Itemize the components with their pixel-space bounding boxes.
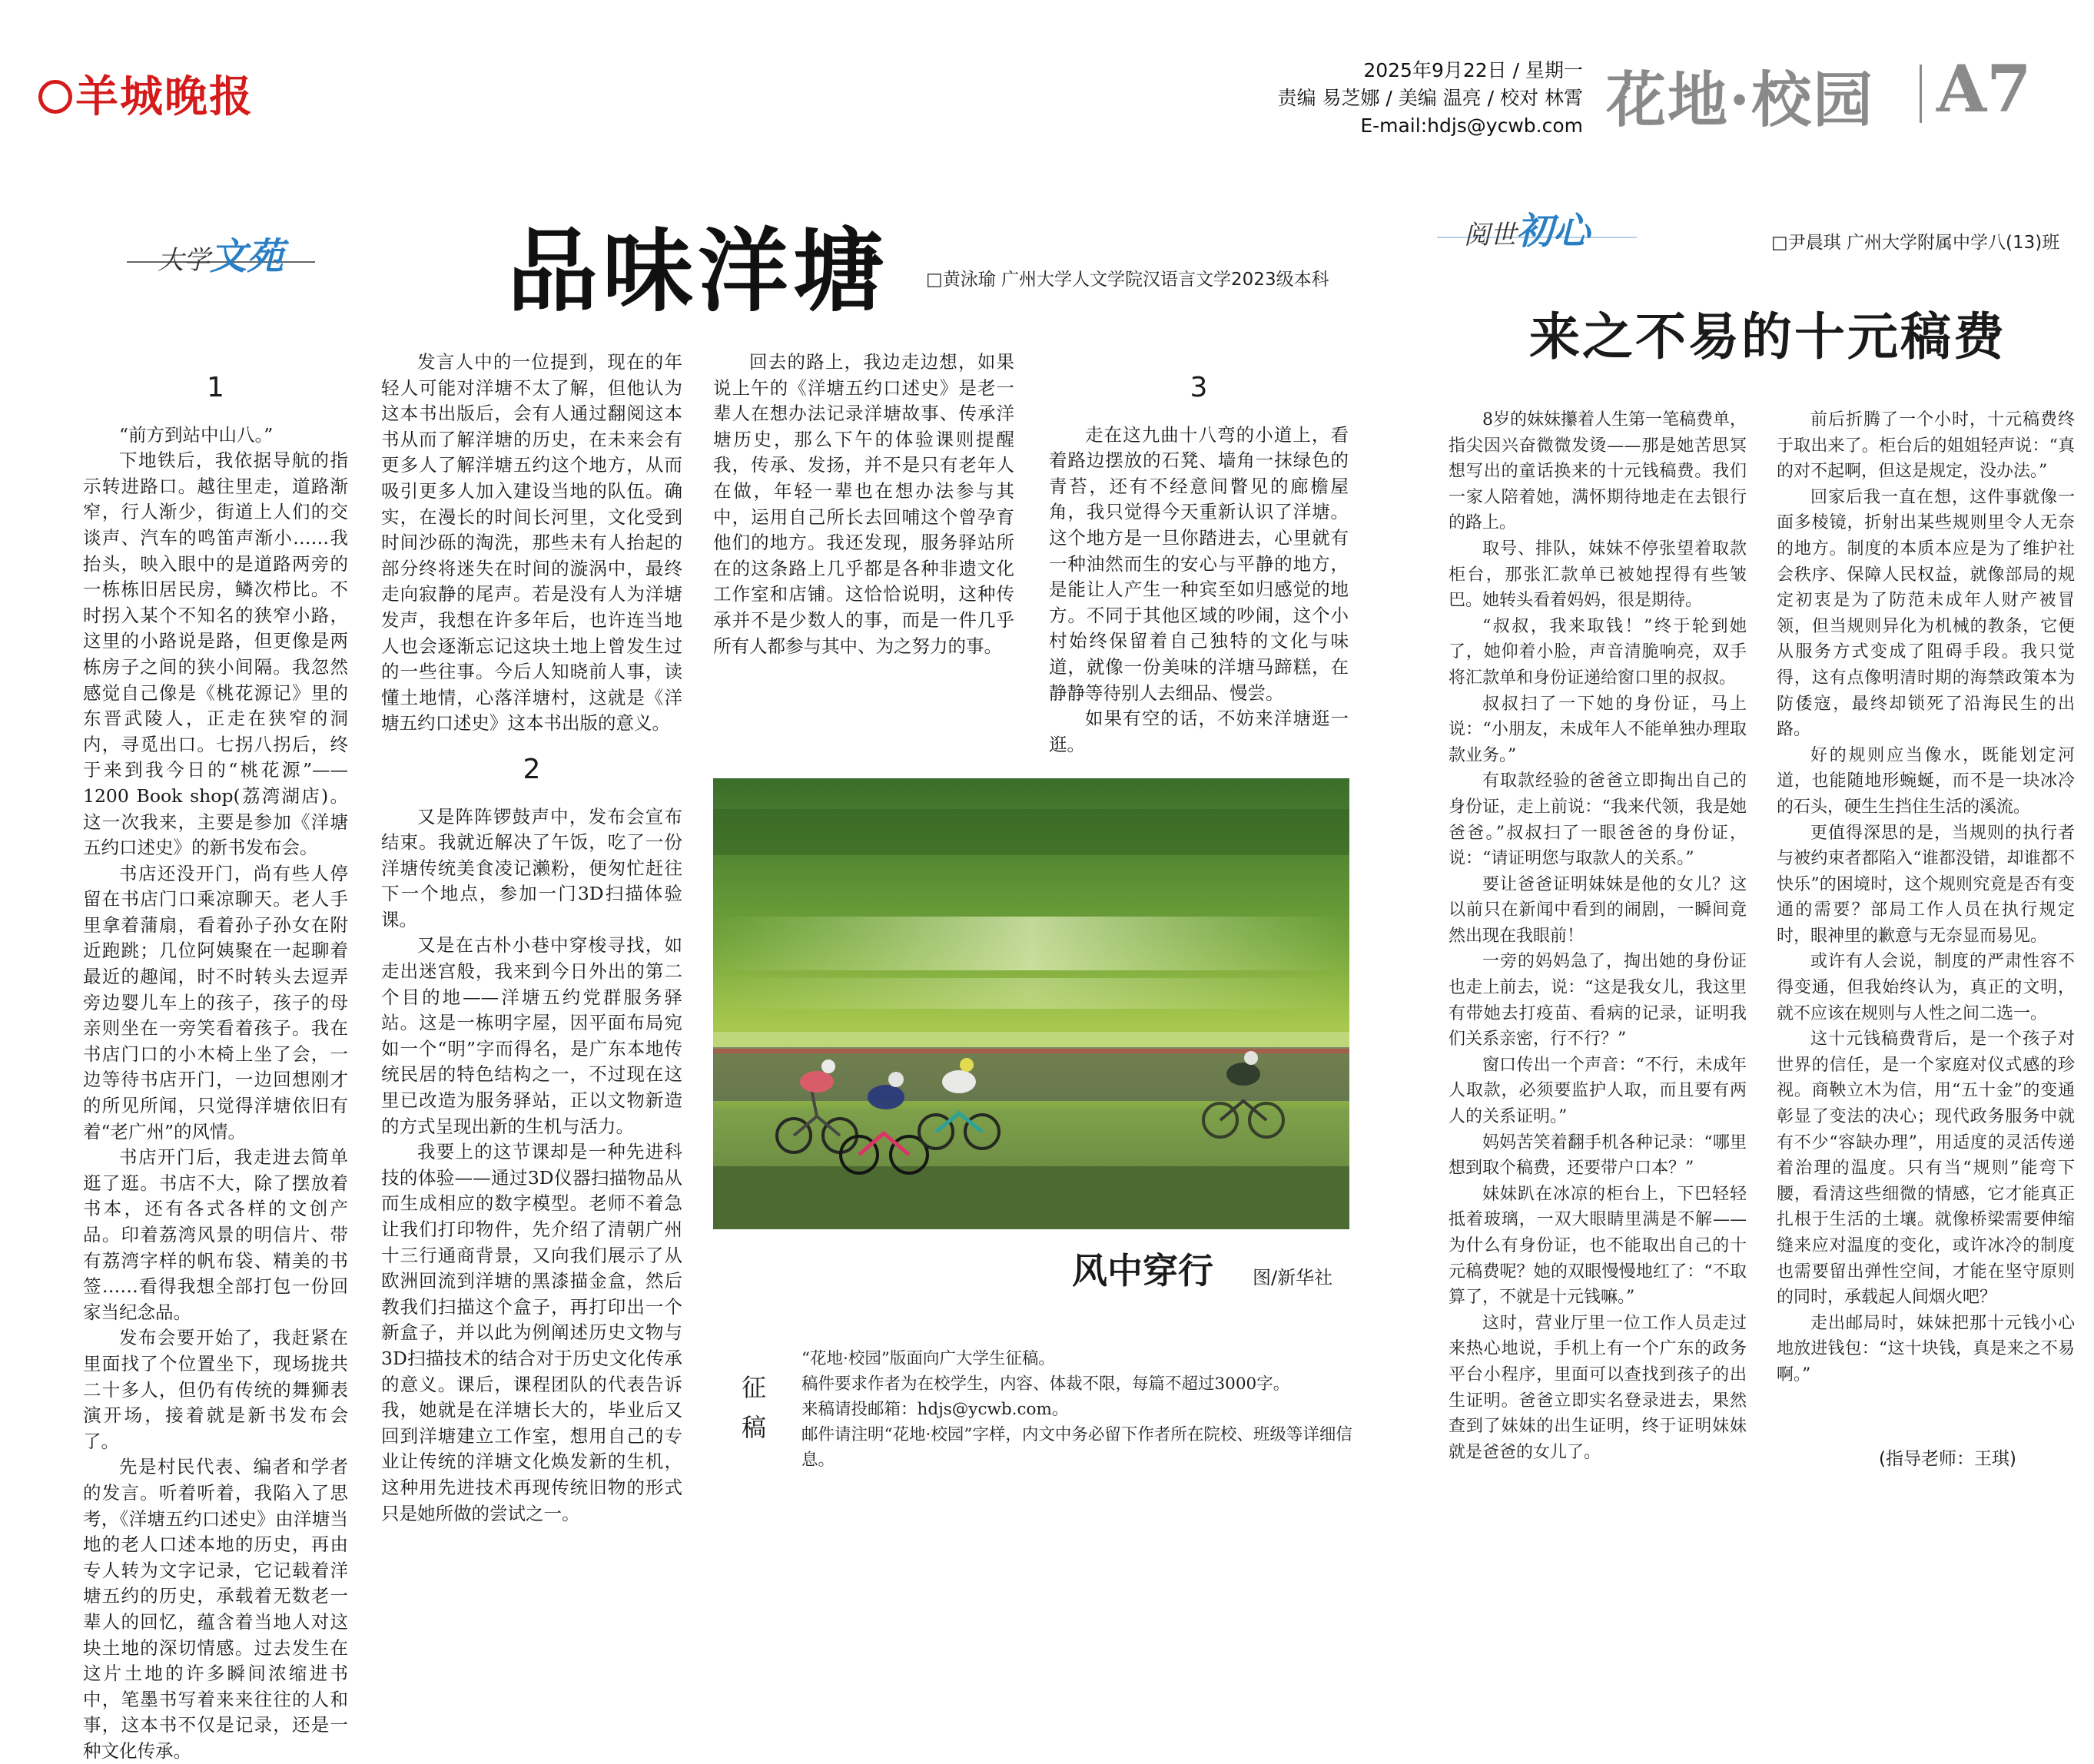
paragraph: 下地铁后，我依据导航的指示转进路口。越往里走，道路渐窄，行人渐少，街道上人们的交谈声、汽车的鸣笛声渐小……我抬头，映入眼中的是道路两旁的一栋栋旧居民房，鳞次栉比。不时拐入某个不知名的狭窄小路，这里的小路说是路，但更像是两栋房子之间的狭小间隔。我忽然感觉自己像是《桃花源记》里的东晋武陵人，正走在狭窄的洞内，寻觅出口。七拐八拐后，终于来到我今日的“桃花源”——1200 Book shop(荔湾湖店)。这一次我来，主要是参加《洋塘五约口述史》的新书发布会。 bbox=[83, 449, 348, 859]
paragraph: “叔叔，我来取钱！”终于轮到她了，她仰着小脸，声音清脆响亮，双手将汇款单和身份证递给窗口里的叔叔。 bbox=[1449, 616, 1747, 688]
section-number: 1 bbox=[207, 372, 224, 403]
article-byline: □黄泳瑜 广州大学人文学院汉语言文学2023级本科 bbox=[926, 270, 1329, 290]
column-label-prefix: 大学 bbox=[158, 245, 210, 276]
article-column-3 bbox=[713, 350, 1014, 659]
column-label-right bbox=[1464, 201, 1590, 254]
paragraph: 发布会要开始了，我赶紧在里面找了个位置坐下，现场拢共二十多人，但仍有传统的舞狮表演开场，接着就是新书发布会了。 bbox=[83, 1327, 348, 1452]
header-info bbox=[1222, 57, 1583, 140]
article2-title: 来之不易的十元稿费 bbox=[1529, 307, 2006, 366]
date-line: 2025年9月22日 / 星期一 bbox=[1363, 59, 1583, 81]
paragraph: 这十元钱稿费背后，是一个孩子对世界的信任，是一个家庭对仪式感的珍视。商鞅立木为信，用“五十金”的变通彰显了变法的决心；现代政务服务中就有不少“容缺办理”，用适度的灵活传递着治理的温度。只有当“规则”能弯下腰，看清这些细微的情感，它才能真正扎根于生活的土壤。就像桥梁需要伸缩缝来应对温度的变化，或许冰冷的制度也需要留出弹性空间，才能在坚守原则的同时，承载起人间烟火吧？ bbox=[1777, 1030, 2075, 1308]
submission-notice bbox=[801, 1346, 1355, 1473]
paragraph: 先是村民代表、编者和学者的发言。听着听着，我陷入了思考，《洋塘五约口述史》由洋塘当地的老人口述本地的历史，再由专人转为文字记录，它记载着洋塘五约的历史，承载着无数老一辈人的回忆，蕴含着当地人对这块土地的深切情感。过去发生在这片土地的许多瞬间浓缩进书中，笔墨书写着来来往往的人和事，这本书不仅是记录，还是一种文化传承。 bbox=[83, 1456, 348, 1762]
paragraph: 妹妹趴在冰凉的柜台上，下巴轻轻抵着玻璃，一双大眼睛里满是不解——为什么有身份证，也不能取出自己的十元稿费呢？她的双眼慢慢地红了：“不取算了，不就是十元钱嘛。” bbox=[1449, 1184, 1747, 1308]
column-label-name: 文苑 bbox=[210, 235, 284, 278]
notice-line: 邮件请注明“花地·校园”字样，内文中务必留下作者所在院校、班级等详细信息。 bbox=[801, 1425, 1352, 1470]
section-number: 2 bbox=[523, 753, 541, 785]
paragraph: 要让爸爸证明妹妹是他的女儿？这以前只在新闻中看到的闹剧，一瞬间竟然出现在我眼前！ bbox=[1449, 874, 1747, 946]
paragraph: 前后折腾了一个小时，十元稿费终于取出来了。柜台后的姐姐轻声说：“真的对不起啊，但这是规定，没办法。” bbox=[1777, 410, 2075, 482]
notice-label: 征稿 bbox=[742, 1373, 767, 1442]
paragraph: 一旁的妈妈急了，掏出她的身份证也走上前去，说：“这是我女儿，我这里有带她去打疫苗、看病的记录，证明我们关系亲密，行不行？” bbox=[1449, 952, 1747, 1049]
paragraph: 书店开门后，我走进去简单逛了逛。书店不大，除了摆放着书本，还有各式各样的文创产品。印着荔湾风景的明信片、带有荔湾字样的帆布袋、精美的书签……看得我想全部打包一份回家当纪念品。 bbox=[83, 1146, 348, 1323]
article-column-1 bbox=[83, 355, 348, 1764]
photo-image bbox=[713, 778, 1349, 1229]
column-label-left bbox=[158, 227, 284, 280]
teacher-credit: (指导老师：王琪) bbox=[1879, 1449, 2016, 1469]
paragraph: 我要上的这节课却是一种先进科技的体验——通过3D仪器扫描物品从而生成相应的数字模型。老师不着急让我们打印物件，先介绍了清朝广州十三行通商背景，又向我们展示了从欧洲回流到洋塘的黑漆描金盒，然后教我们扫描这个盒子，再打印出一个新盒子，并以此为例阐述历史文物与3D扫描技术的结合对于历史文化传承的意义。课后，课程团队的代表告诉我，她就是在洋塘长大的，毕业后又回到洋塘建立工作室，想用自己的专业让传统的洋塘文化焕发新的生机，这种用先进技术再现传统旧物的形式只是她所做的尝试之一。 bbox=[381, 1141, 682, 1524]
article2-column-2 bbox=[1777, 407, 2075, 1388]
column-label-name: 初心 bbox=[1516, 210, 1591, 253]
staff-line: 责编 易芝娜 / 美编 温亮 / 校对 林霄 bbox=[1277, 87, 1583, 109]
article-column-4 bbox=[1049, 355, 1349, 758]
photo-cyclists bbox=[713, 778, 1349, 1229]
article2-column-1 bbox=[1449, 407, 1747, 1465]
paragraph: “前方到站中山八。” bbox=[119, 423, 274, 446]
page-number: A7 bbox=[1936, 51, 2032, 127]
paragraph: 回家后我一直在想，这件事就像一面多棱镜，折射出某些规则里令人无奈的地方。制度的本质本应是为了维护社会秩序、保障人民权益，就像部局的规定初衷是为了防范未成年人财产被冒领，但当规则异化为机械的教条，它便从服务方式变成了阻碍手段。我只觉得，这有点像明清时期的海禁政策本为防倭寇，最终却锁死了沿海民生的出路。 bbox=[1777, 487, 2075, 740]
paragraph: 叔叔扫了一下她的身份证，马上说：“小朋友，未成年人不能单独办理取款业务。” bbox=[1449, 694, 1747, 765]
article-column-2 bbox=[381, 350, 682, 1527]
paragraph: 8岁的妹妹攥着人生第一笔稿费单，指尖因兴奋微微发烫——那是她苦思冥想写出的童话换来的十元钱稿费。我们一家人陪着她，满怀期待地走在去银行的路上。 bbox=[1449, 410, 1747, 533]
paragraph: 或许有人会说，制度的严肃性容不得变通，但我始终认为，真正的文明，就不应该在规则与人性之间二选一。 bbox=[1777, 952, 2075, 1023]
notice-line: “花地·校园”版面向广大学生征稿。 bbox=[801, 1349, 1055, 1368]
paragraph: 走在这九曲十八弯的小道上，看着路边摆放的石凳、墙角一抹绿色的青苔，还有不经意间瞥见的廊檐屋角，我只觉得今天重新认识了洋塘。这个地方是一旦你踏进去，心里就有一种油然而生的安心与平静的地方，是能让人产生一种宾至如归感觉的地方。不同于其他区域的吵闹，这个小村始终保留着自己独特的文化与味道，就像一份美味的洋塘马蹄糕，在静静等待别人去细品、慢尝。 bbox=[1049, 423, 1349, 704]
paragraph: 发言人中的一位提到，现在的年轻人可能对洋塘不太了解，但他认为这本书出版后，会有人通过翻阅这本书从而了解洋塘的历史，在未来会有更多人了解洋塘五约这个地方，从而吸引更多人加入建设当地的队伍。确实，在漫长的时间长河里，文化受到时间沙砾的淘洗，那些未有人抬起的部分终将迷失在时间的漩涡中，最终走向寂静的尾声。若是没有人为洋塘发声，我想在许多年后，也许连当地人也会逐渐忘记这块土地上曾发生过的一些往事。今后人知晓前人事，读懂土地情，心落洋塘村，这就是《洋塘五约口述史》这本书出版的意义。 bbox=[381, 351, 682, 734]
article2-byline: □尹晨琪 广州大学附属中学八(13)班 bbox=[1771, 233, 2060, 253]
paragraph: 如果有空的话，不妨来洋塘逛一逛。 bbox=[1049, 708, 1349, 755]
article-title: 品味洋塘 bbox=[507, 217, 889, 324]
section-title: 花地·校园 bbox=[1606, 65, 1875, 135]
paragraph: 又是阵阵锣鼓声中，发布会宣布结束。我就近解决了午饭，吃了一份洋塘传统美食凌记濑粉，便匆忙赶往下一个地点，参加一门3D扫描体验课。 bbox=[381, 805, 682, 930]
paragraph: 又是在古朴小巷中穿梭寻找，如走出迷宫般，我来到今日外出的第二个目的地——洋塘五约党群服务驿站。这是一栋明字屋，因平面布局宛如一个“明”字而得名，是广东本地传统民居的特色结构之一，不过现在这里已改造为服务驿站，正以文物新造的方式呈现出新的生机与活力。 bbox=[381, 934, 682, 1137]
newspaper-logo bbox=[38, 63, 254, 124]
paragraph: 有取款经验的爸爸立即掏出自己的身份证，走上前说：“我来代领，我是她爸爸。”叔叔扫了一眼爸爸的身份证，说：“请证明您与取款人的关系。” bbox=[1449, 771, 1747, 869]
section-divider bbox=[1920, 65, 1922, 123]
photo-caption: 风中穿行 bbox=[1072, 1250, 1213, 1292]
paragraph: 书店还没开门，尚有些人停留在书店门口乘凉聊天。老人手里拿着蒲扇，看着孙子孙女在附近跑跳；几位阿姨聚在一起聊着最近的趣闻，时不时转头去逗弄旁边婴儿车上的孩子，孩子的母亲则坐在一旁笑看着孩子。我在书店门口的小木椅上坐了会，一边等待书店开门，一边回想刚才的所见所闻，只觉得洋塘依旧有着“老广州”的风情。 bbox=[83, 862, 348, 1142]
notice-line: 稿件要求作者为在校学生，内容、体裁不限，每篇不超过3000字。 bbox=[801, 1374, 1290, 1394]
section-number: 3 bbox=[1190, 372, 1208, 403]
column-label-prefix: 阅世 bbox=[1464, 220, 1516, 250]
paragraph: 这时，营业厅里一位工作人员走过来热心地说，手机上有一个广东的政务平台小程序，里面可以查找到孩子的出生证明。爸爸立即实名登录进去，果然查到了妹妹的出生证明，终于证明妹妹就是爸爸的女儿了。 bbox=[1449, 1313, 1747, 1462]
paragraph: 妈妈苦笑着翻手机各种记录：“哪里想到取个稿费，还要带户口本？” bbox=[1449, 1132, 1747, 1179]
notice-line: 来稿请投邮箱：hdjs@ycwb.com。 bbox=[801, 1400, 1069, 1419]
paragraph: 走出邮局时，妹妹把那十元钱小心地放进钱包：“这十块钱，真是来之不易啊。” bbox=[1777, 1313, 2075, 1384]
paragraph: 窗口传出一个声音：“不行，未成年人取款，必须要监护人取，而且要有两人的关系证明。” bbox=[1449, 1055, 1747, 1127]
photo-credit: 图/新华社 bbox=[1253, 1267, 1333, 1288]
logo-mark-icon bbox=[38, 80, 72, 114]
email-line: E-mail:hdjs@ycwb.com bbox=[1360, 114, 1583, 137]
paragraph: 回去的路上，我边走边想，如果说上午的《洋塘五约口述史》是老一辈人在想办法记录洋塘故事、传承洋塘历史，那么下午的体验课则提醒我，传承、发扬，并不是只有老年人在做，年轻一辈也在想办法参与其中，运用自己所长去回哺这个曾孕育他们的地方。我还发现，服务驿站所在的这条路上几乎都是各种非遗文化工作室和店铺。这恰恰说明，这种传承并不是少数人的事，而是一件几乎所有人都参与其中、为之努力的事。 bbox=[713, 351, 1014, 657]
paragraph: 更值得深思的是，当规则的执行者与被约束者都陷入“谁都没错，却谁都不快乐”的困境时，这个规则究竟是否有变通的需要？部局工作人员在执行规定时，眼神里的歉意与无奈显而易见。 bbox=[1777, 823, 2075, 946]
paragraph: 取号、排队，妹妹不停张望着取款柜台，那张汇款单已被她捏得有些皱巴。她转头看着妈妈，很是期待。 bbox=[1449, 539, 1747, 611]
paragraph: 好的规则应当像水，既能划定河道，也能随地形蜿蜒，而不是一块冰冷的石头，硬生生挡住生活的溪流。 bbox=[1777, 745, 2075, 817]
logo-text: 羊城晚报 bbox=[75, 71, 254, 122]
